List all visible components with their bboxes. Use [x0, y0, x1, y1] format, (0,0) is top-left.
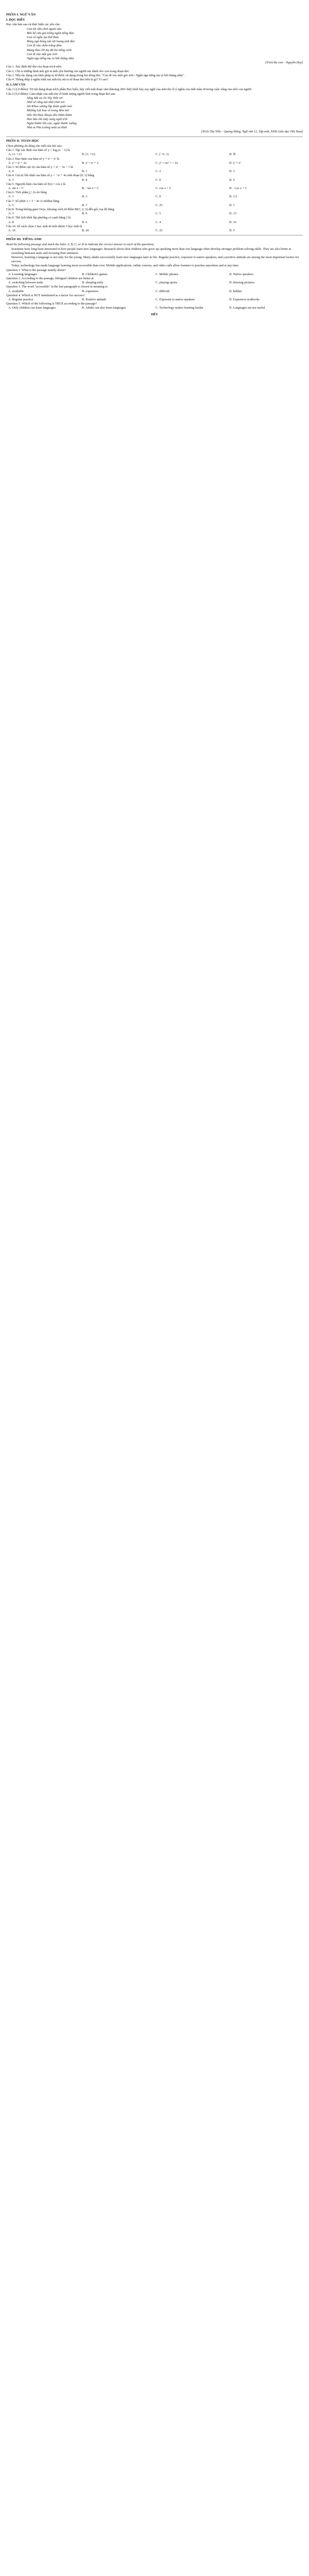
question: Câu 3. Số điểm cực trị của hàm số y = x³ − 3x + 1 là: [6, 165, 73, 169]
answer-option: B. expensive: [82, 289, 98, 293]
answer-option: A. Learning languages: [8, 272, 38, 276]
answer-option: A. 5: [8, 203, 14, 207]
poem-line: Con tôi vẫn chơi ngoài sân: [27, 27, 62, 31]
answer-option: A. 0: [8, 170, 14, 174]
answer-option: D. −cos x + C: [229, 186, 247, 190]
answer-option: B. Positive attitude: [82, 298, 107, 301]
answer-option: A. sin x + C: [8, 186, 24, 190]
question: Câu 1. Tập xác định của hàm số y = log₂(x − 1) là: [6, 148, 70, 152]
answer-option: C. 5: [156, 212, 161, 216]
answer-option: C. 4: [156, 220, 161, 224]
poem-line: Con về nghe mẹ thở than: [27, 36, 59, 40]
answer-option: D. ℝ: [229, 152, 236, 157]
part-english: [6, 238, 303, 310]
question: Câu 1. Xác định thể thơ của đoạn trích trên.: [6, 65, 62, 69]
passage-paragraph: However, learning a language is not only for the young. Many adults successfully learn new languages later in life. Regular practice, exposure to native speakers, and a positive attitude are among the most important factors for success.: [11, 255, 299, 264]
poem-line: Sài Khao sương lấp đoàn quân mỏi: [27, 105, 72, 109]
answer-option: D. 16: [229, 220, 236, 224]
poem-line: Con đi vào chốn trăng đêm: [27, 44, 62, 48]
section-title: I. ĐỌC HIỂU: [6, 18, 25, 22]
answer-option: C. 0: [156, 178, 161, 182]
answer-options: [6, 161, 303, 165]
question: Question 5. Which of the following is TRUE according to the passage?: [6, 302, 97, 306]
section-title: II. LÀM VĂN: [6, 83, 26, 87]
answer-option: D. y' = eˣ: [229, 161, 241, 165]
answer-option: C. 25: [156, 203, 163, 207]
answer-option: B. 4: [82, 178, 88, 182]
answer-option: A. Regular practice: [8, 298, 33, 301]
answer-options: [6, 221, 303, 225]
part-literature: [6, 13, 303, 134]
poem-source: (Trích Tây Tiến – Quang Dũng, Ngữ văn 12, Tập một, NXB Giáo dục Việt Nam): [201, 130, 303, 134]
answer-option: C. (−∞; 1): [156, 152, 169, 157]
answer-option: A. (1; +∞): [8, 152, 22, 157]
answer-option: B. 2: [82, 195, 88, 199]
answer-option: B. 6: [82, 220, 88, 224]
question: Câu 2 (5,0 điểm): Cảm nhận của anh/chị về hình tượng người lính trong đoạn thơ sau:: [6, 92, 116, 96]
answer-option: C. Exposure to native speakers: [156, 298, 195, 301]
answer-option: D. √5: [229, 212, 237, 216]
question: Câu 2. Đạo hàm của hàm số y = eˣ + x² là: [6, 157, 59, 161]
question: Question 3. The word "accessible" in the last paragraph is closest in meaning to: [6, 285, 108, 289]
answer-option: A. 3: [8, 212, 14, 216]
question: Question 4. Which is NOT mentioned as a factor for success?: [6, 293, 85, 297]
answer-option: B. −sin x + C: [82, 186, 99, 190]
answer-option: B. y' = eˣ + x: [82, 161, 99, 165]
poem-line: Sông Mã xa rồi Tây Tiến ơi!: [27, 96, 63, 100]
answer-options: [6, 204, 303, 208]
answer-option: A. 3: [8, 178, 14, 182]
answer-option: B. 7: [82, 203, 88, 207]
answer-option: B. 9: [82, 212, 88, 216]
answer-option: C. Mobile phones: [156, 272, 179, 276]
poem-line: Heo hút cồn mây súng ngửi trời: [27, 117, 67, 121]
poem-line: Bóng ngô bóng núi vệt loang ánh đèn: [27, 40, 75, 44]
answer-option: C. difficult: [156, 289, 170, 293]
answer-option: A. available: [8, 289, 24, 293]
passage-paragraph: Scientists have long been interested in how people learn new languages. Research shows that children who grow up speaking more than one language often develop stronger problem-solving skills. They are also better at switching between tasks and focusing their attention.: [11, 247, 291, 255]
answer-option: A. 1: [8, 195, 14, 199]
answer-option: C. 0: [156, 195, 161, 199]
poem-line: Mang theo lời mẹ đã êm tiếng cười: [27, 48, 72, 52]
answer-option: D. 3: [229, 170, 235, 174]
answer-option: B. Adults can also learn languages: [82, 306, 126, 310]
answer-option: B. Children's games: [82, 272, 108, 276]
poem-line: Ngàn thước lên cao, ngàn thước xuống: [27, 122, 77, 126]
poem: [6, 96, 303, 130]
question: Câu 8. Trong không gian Oxyz, khoảng cách từ điểm M(1; 2; 2) đến gốc tọa độ bằng: [6, 207, 114, 211]
question: Câu 7. Số phức z = 3 − 4i có môđun bằng: [6, 199, 60, 203]
answer-options: [6, 187, 303, 191]
poem-line: Con đi vào một góc trời: [27, 52, 58, 56]
answer-option: D. hidden: [229, 289, 242, 293]
end-marker: HẾT: [151, 312, 158, 316]
document-page: [6, 0, 303, 317]
question: Câu 4. Thông điệp ý nghĩa nhất mà anh/chị rút ra từ đoạn thơ trên là gì? Vì sao?: [6, 78, 108, 82]
answer-option: D. 5: [229, 228, 235, 232]
poem-line: Ngân nga tiếng mẹ ru hời tháng năm: [27, 57, 74, 61]
poem-line: Bốn bề cửa gió trăng ngân tiếng đàn: [27, 31, 74, 35]
answer-option: B. sleeping early: [82, 281, 104, 285]
answer-option: D. 5: [229, 178, 235, 182]
answer-option: D. 1/2: [229, 195, 237, 199]
answer-option: D. 1: [229, 203, 235, 207]
answer-options: [6, 178, 303, 182]
poem-source: (Trích Ru con – Nguyễn Duy): [265, 61, 303, 65]
answer-option: C. 25: [156, 228, 163, 232]
answer-options: [6, 195, 303, 199]
question: Question 1. What is the passage mainly about?: [6, 268, 66, 272]
answer-option: C. playing sports: [156, 281, 178, 285]
instruction: Chọn phương án đúng cho mỗi câu hỏi sau:: [6, 144, 63, 148]
answer-options: [6, 290, 303, 294]
part-title: PHẦN I. NGỮ VĂN: [6, 13, 36, 16]
answer-option: A. Only children can learn languages: [8, 306, 56, 310]
poem-line: Mường Lát hoa về trong đêm hơi: [27, 109, 69, 113]
answer-option: C. y' = xeˣ⁻¹ + 2x: [156, 161, 178, 165]
poem-line: Nhớ về rừng núi nhớ chơi vơi: [27, 100, 65, 105]
poem-line: Dốc lên khúc khuỷu dốc thăm thẳm: [27, 113, 72, 117]
answer-option: C. cos x + C: [156, 186, 171, 190]
answer-option: D. Native speakers: [229, 272, 253, 276]
answer-option: B. 20: [82, 228, 89, 232]
answer-option: D. Expensive textbooks: [229, 298, 260, 301]
answer-option: A. y' = eˣ + 2x: [8, 161, 27, 165]
answer-options: [6, 298, 303, 302]
part-title: PHẦN II. TOÁN HỌC: [6, 139, 40, 143]
answer-options: [6, 152, 303, 157]
answer-option: A. 10: [8, 228, 15, 232]
answer-option: D. Languages are not useful: [229, 306, 265, 310]
question: Câu 9. Thể tích khối lập phương có cạnh bằng 2 là: [6, 216, 71, 220]
answer-option: C. 2: [156, 170, 161, 174]
question: Câu 5. Nguyên hàm của hàm số f(x) = cos x là: [6, 182, 66, 186]
answer-options: [6, 273, 303, 277]
question-list: [6, 268, 303, 311]
answer-options: [6, 170, 303, 174]
poem: [6, 27, 303, 61]
question: Câu 6. Tích phân ∫₀¹ 2x dx bằng: [6, 191, 47, 195]
answer-options: [6, 212, 303, 216]
answer-option: D. drawing pictures: [229, 281, 254, 285]
question-list: [6, 148, 303, 233]
answer-options: [6, 281, 303, 285]
part-title: PHẦN III. TIẾNG ANH: [6, 238, 42, 242]
answer-options: [6, 229, 303, 233]
poem-line: Nhà ai Pha Luông mưa xa khơi: [27, 126, 67, 130]
answer-option: C. Technology makes learning harder: [156, 306, 203, 310]
question: Câu 3. Nêu tác dụng của biện pháp tu từ được sử dụng trong hai dòng thơ: "Con đi vào một góc trời / Ngân nga tiếng mẹ ru hời tháng năm".: [6, 73, 185, 77]
question: Câu 1 (2,0 điểm): Từ nội dung đoạn trích phần Đọc hiểu, hãy viết một đoạn văn (khoảng 200 chữ) trình bày suy nghĩ của anh/chị về ý nghĩa của tình mẫu tử trong cuộc sống của mỗi con người.: [6, 88, 252, 92]
answer-option: B. [1; +∞): [82, 152, 95, 157]
question: Câu 10. Số cách chọn 2 học sinh từ một nhóm 5 học sinh là: [6, 224, 82, 228]
answer-option: A. switching between tasks: [8, 281, 43, 285]
answer-option: B. 1: [82, 170, 88, 174]
part-math: [6, 139, 303, 233]
question: Question 2. According to the passage, bilingual children are better at: [6, 276, 94, 280]
question: Câu 4. Giá trị lớn nhất của hàm số y = −x² + 4x trên đoạn [0; 3] bằng: [6, 174, 94, 178]
answer-options: [6, 306, 303, 310]
instruction: Đọc văn bản sau và thực hiện các yêu cầu:: [6, 23, 61, 27]
answer-option: A. 8: [8, 220, 14, 224]
instruction: Read the following passage and mark the letter A, B, C, or D to indicate the correct answer to each of the questions.: [6, 243, 155, 247]
passage-paragraph: Today, technology has made language learning more accessible than ever. Mobile applications, online courses, and video calls allow learners to practise anywhere and at any time.: [11, 264, 239, 268]
question: Câu 2. Chỉ ra những hình ảnh gợi tả tình yêu thương của người mẹ dành cho con trong đoạn thơ.: [6, 69, 129, 73]
